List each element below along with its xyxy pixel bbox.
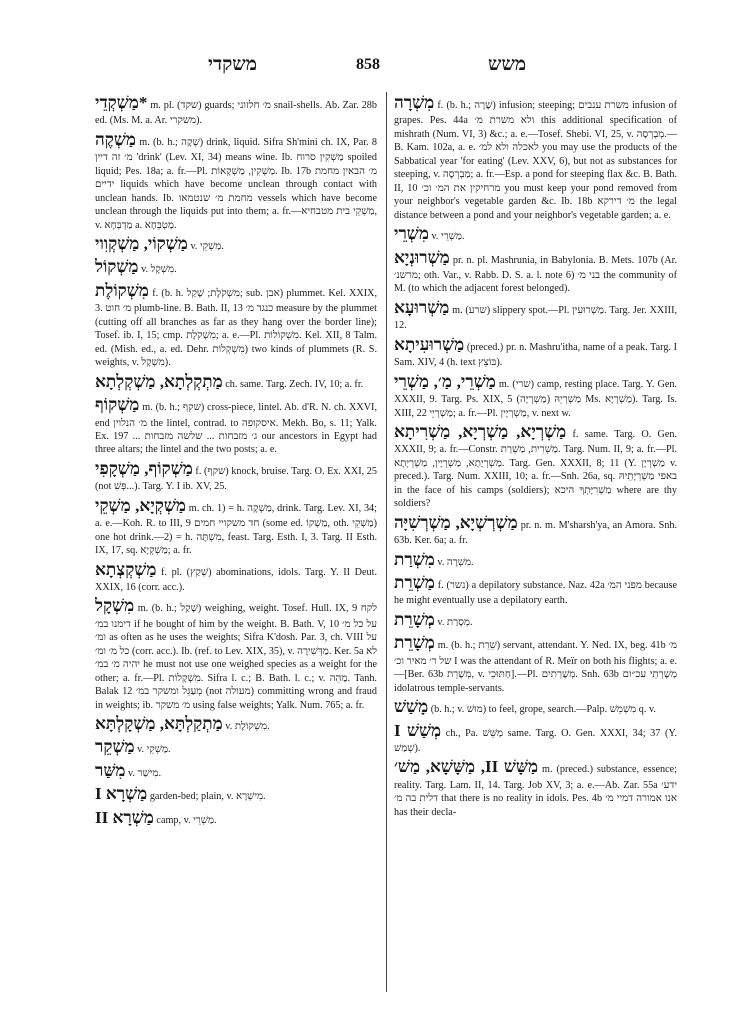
dictionary-entry: [95, 256, 377, 278]
dictionary-entry: [95, 595, 377, 712]
entry-headword: מַשְׁקֵר: [95, 737, 135, 757]
dictionary-entry: [95, 129, 377, 232]
page-number: 858: [356, 56, 380, 73]
entry-headword: מַשְׁקוֹף: [95, 395, 140, 415]
dictionary-entry: [394, 371, 677, 420]
entry-definition: f. (b. h.; שָׁרָה) infusion; steeping; משרת ענבים infusion of grapes. Pes. 44a ולא משרת מ׳ this additional specification of mishrath (Num. VI, 3) &c.; a. e.—Tosef. Shebi. VI, 25, v. מְבָרְסָה.—B. Kam. 102a, a. e. לאכלה ולא למ׳ you may use the products of the Sabbatical year 'for eating' (Lev. XXV, 6), but not as substances for steeping, v. מַבְרְסָה; a. fr.—Esp. a pond for steeping flax &c. B. Bath. II, 10 מרחיקין את המ׳ וכ׳ you must keep your pond removed from your neighbor's vegetable garden &c. Ib. 18b מ׳ דירקא the legal distance between a pond and your neighbor's vegetable garden; a. e.: [394, 100, 677, 221]
entry-headword: מַשְׁרֵי, מַ׳, מַשְׁרֵי: [394, 371, 496, 391]
entry-definition: m. (b. h.; שקף) cross-piece, lintel. Ab. d'R. N. ch. XXVI, end מ׳ הנלוין the lintel, contrad. to איסקופה. Mekh. Bo, s. 11; Yalk. Ex. 197 ... ג׳ מזבחות ... שלשה מזבחות our ancestors in Egypt had three altars; the lintel and the two posts; a. e.: [95, 402, 377, 456]
dictionary-entry: [394, 247, 677, 296]
dictionary-entry: [394, 720, 677, 756]
entry-definition: v. מִשְׁקוֹלֶת.: [225, 721, 270, 733]
entry-headword: מִשַּׁר: [95, 760, 126, 780]
entry-definition: garden-bed; plain, v. מִישְׁרָא.: [149, 791, 266, 803]
left-catchword: משקדי: [208, 54, 258, 75]
entry-headword: מַשְׁרוּעָא: [394, 297, 450, 317]
entry-definition: f. pl. (שְׁקַץ) abominations, idols. Targ. Y. II Deut. XXIX, 16 (corr. acc.).: [95, 566, 377, 593]
entry-definition: f. (b. h. מִשְׁקֹלֶת; שָׁקַל; sub. אבן) plummet. Kel. XXIX, 3. מ׳ חוט plumb-line. B. Bath. II, 13 כנגד מ׳ measure by the plummet (cutting off all branches as far as they hang over the border line); Tosef. ib. I, 15; cmp. מִשְׁקֹלֶת; a. e.—Pl. מִשְׁקוֹלוֹת. Kel. XII, 8 Talm. ed. (Mish. ed., a. ed. Dehr. מִשְׁקְלוֹת) two kinds of plummets (R. S. weights, v. מִשְׁקָל).: [95, 287, 377, 369]
entry-definition: v. מַשְׁקֵי.: [190, 241, 224, 253]
entry-headword: מַשְׁקֶה: [95, 129, 136, 149]
dictionary-entry: [95, 736, 377, 758]
dictionary-entry: [95, 807, 377, 829]
entry-definition: m. pl. (שקד) guards; מ׳ חלזוני snail-shells. Ab. Zar. 28b ed. (Ms. M. a. Ar. משקרי).: [95, 100, 377, 127]
entry-definition: m. (b. h.; שָׁקַל) weighing, weight. Tosef. Hull. IX, 9 לקח דימנו במ׳ if he bought of him by the weight. B. Bath. V, 10 על כל מ׳ ומ׳ as often as he uses the weights; Sifra K'dosh. Par. 3, ch. VIII על כל מ׳ ומ׳ (corr. acc.). Ib. (ref. to Lev. XIX, 35), v. מַדְּשִׁירָה. Ker. 5a לא יהיה מ׳ במ׳ he must not use one weighed species as a weight for the other; a. fr.—Pl. מִשְׁקָלוֹת. Sifra l. c.; B. Bath. l. c.; v. מַהֵה. Tanh. Balak 12 מְעַגֵּל ומשקר במ׳ (not מעולה) committing wrong and fraud in weights; ib. מ׳ משקר using false weights; Yalk. Num. 765; a. fr.: [95, 603, 377, 711]
entry-definition: pr. n. m. M'sharsh'ya, an Amora. Snh. 63b. Ker. 6a; a. fr.: [394, 519, 677, 547]
entry-headword: מִשְׁקָל: [95, 596, 135, 616]
entry-headword: מַשְׁקוֹל: [95, 257, 139, 277]
right-column: [394, 92, 677, 1016]
dictionary-entry: [95, 458, 377, 494]
dictionary-entry: [394, 223, 677, 245]
entry-headword: מַשְׁקְיָא, מַשְׁקֵי: [95, 495, 186, 515]
entry-definition: ch. same. Targ. Zech. IV, 10; a. fr.: [225, 378, 364, 390]
dictionary-entry: [95, 371, 377, 393]
entry-headword: מִשְׁרַת: [394, 549, 435, 569]
entry-headword: מַשְׁרוּנְיָא: [394, 247, 450, 267]
dictionary-entry: [394, 421, 677, 511]
left-column: [95, 92, 377, 1016]
entry-definition: pr. n. pl. Mashrunia, in Babylonia. B. Mets. 107b (Ar. מרשנ׳; oth. Var., v. Rabb. D. S. a. l. note 6) בני מ׳ the community of M. (to which the adjacent forest belonged).: [394, 254, 677, 295]
entry-headword: מַשְׁקְצְתָא: [95, 559, 157, 579]
entry-headword: מִשְׁרֵי: [394, 224, 429, 244]
entry-definition: v. מִשְׁקָל.: [141, 264, 177, 276]
dictionary-entry: [95, 760, 377, 782]
entry-definition: m. (preced.) substance, essence; reality. Targ. Lam. II, 14. Targ. Job XV, 3; a. e.—Ab. Zar. 55a ידע׳ דלית בה מ׳ that there is no reality in idols. Pes. 4b אנו אמורה דמיי מ׳ has their decla-: [394, 764, 677, 818]
entry-definition: ch., Pa. מַשֵּׁשׁ same. Targ. O. Gen. XXXI, 34; 37 (Y. שְׁמַשׁ).: [394, 727, 677, 754]
entry-definition: m. (b. h.; שֵׁרֵת) servant, attendant. Y. Ned. IX, beg. 41b מ׳ של ר׳ מאיר וכ׳ I was the attendant of R. Meïr on both his flights; a. e.—[Ber. 63b מְשָׁרֵת, v. חַתּוּכֵי].—Pl. מְשָׁרְתִים. Snh. 63b מְשָׁרְתֵי עכ״ום idolatrous temple-servants.: [394, 640, 677, 694]
dictionary-entry: [95, 394, 377, 457]
entry-definition: (preced.) pr. n. Mashru'itha, name of a peak. Targ. I Sam. XIV, 4 (h. text בּוֹצֵץ).: [394, 341, 677, 369]
dictionary-entry: [95, 233, 377, 255]
entry-definition: v. מִישַׁר.: [128, 767, 162, 779]
entry-headword: *מַשְׁקְדֵי: [95, 93, 148, 112]
entry-headword: מְשָׁרֵת: [394, 609, 435, 629]
dictionary-entry: [394, 549, 677, 571]
entry-headword: מַשְׁרָא I: [95, 784, 148, 804]
dictionary-entry: [95, 713, 377, 735]
entry-headword: מַשְׁרֵת: [394, 573, 435, 592]
dictionary-entry: [394, 512, 677, 548]
entry-definition: v. מַשְׁקֵי.: [137, 744, 171, 756]
dictionary-entry: [95, 280, 377, 370]
column-divider: [386, 92, 387, 992]
entry-definition: f. same. Targ. O. Gen. XXXII, 9; a. fr.—Constr. מַשְׁרִית, מַשְׁרַת. Targ. Num. II, 9; a. fr.—Pl. מַשְׁרְיָתָא, מַשְׁרְיָין, מַשְׁרְיָתָא. Targ. Gen. XXXII, 8; 11 (Y. מַשְׁרְיָן v. preced.). Targ. Num. XXIII, 10; a. fr.—Snh. 26a, sq. באפי מַשְׁרְיָתֵיהּ in the face of his camps (soldiers); מַשְׁרִיָּתְךָ היכא where are thy soldiers?: [394, 428, 677, 510]
entry-definition: f. (שקף) knock, bruise. Targ. O. Ex. XXI, 25 (not פְּשִׁ...). Targ. Y. I ib. XV, 25.: [95, 465, 377, 493]
entry-definition: camp, v. מַשְׁרֵי.: [156, 814, 217, 826]
dictionary-entry: [95, 495, 377, 558]
entry-headword: מַשְׁרָא II: [95, 807, 154, 827]
entry-definition: v. מִשְׁרָה.: [437, 556, 474, 568]
entry-definition: m. (שרע) slippery spot.—Pl. מַשְׁרוּעִין. Targ. Jer. XXIII, 12.: [394, 304, 677, 332]
dictionary-entry: [95, 783, 377, 805]
entry-headword: מַתְקְלְתָא, מַשְׁקְלְתָא: [95, 371, 223, 391]
entry-definition: (b. h.; v. מוּשׁ) to feel, grope, search.—Palp. מִשְׁמֵשׁ q. v.: [430, 704, 656, 716]
entry-definition: m. (שרי) camp, resting place. Targ. Y. Gen. XXXII, 9. Targ. Ps. XIX, 5 מַשְׁרְיֵהּ (מַשְׁרְיָה) Ms. מַשְׁרְיָא). Targ. Is. XIII, 22 מַשְׁרְיֵי; a. fr.—Pl. מַשְׁרְיָין, v. next w.: [394, 378, 677, 419]
entry-definition: m. ch. 1) = h. מַשְׁקֶה, drink. Targ. Lev. XI, 34; a. e.—Koh. R. to III, 9 חד משקויי חמים (some ed. מַשְׁקוֹ, oth. מַשְׁקֵי) one hot drink.—2) = h. מִשְׁתֶּה, feast. Targ. Esth. I, 3. Targ. II Esth. IX, 17, sq. מַשְׁקְיָא; a. fr.: [95, 502, 377, 557]
dictionary-entry: [394, 609, 677, 631]
entry-headword: מַשְׁקוֹי, מַשְׁקְוִוי: [95, 234, 188, 254]
entry-headword: מַשְׁקוֹף, מַשְׁקָפִי: [95, 458, 193, 478]
dictionary-entry: [394, 92, 677, 222]
page-header: [0, 54, 750, 84]
entry-headword: מְשָׁרֵת: [394, 633, 435, 653]
dictionary-entry: [394, 756, 677, 819]
entry-definition: v. מַשְׁרֵי.: [431, 231, 465, 243]
entry-definition: f. (נשר) a depilatory substance. Naz. 42a מפני המ׳ because he might eventually use a depilatory earth.: [394, 580, 677, 607]
dictionary-entry: [394, 572, 677, 608]
dictionary-entry: [394, 632, 677, 695]
entry-headword: מַשָּׁשׁ II, מַשָּׁשָׁא, מַשׁ׳: [394, 757, 539, 777]
entry-headword: מְשַׁשׁ I: [394, 720, 442, 740]
entry-headword: מַתְקַלְתָּא, מַשְׁקָלְתָּא: [95, 714, 223, 734]
dictionary-entry: [95, 559, 377, 595]
entry-definition: m. (b. h.; שָׁקָה) drink, liquid. Sifra Sh'mini ch. IX, Par. 8 מ׳ זה דיין 'drink' (Lev. XI, 34) means wine. Ib. מַשְׁקִין סרוח spoiled liquid; Pes. 18a; a. fr.—Pl. מַשְׁקִין, מַשְׁקָאוֹת. Ib. 17b מ׳ הבאין מחמת ידיים liquids which have become unclean through contact with unclean hands. Ib. מחמת מ׳ שנטמאו vessels which have become unclean through the liquids put into them; a. fr.—מַשְׁקֵי בית מטבחיא, v. מַדְבְּחָא a. מַטְבְּחָא.: [95, 136, 377, 231]
dictionary-entry: [394, 696, 677, 718]
entry-headword: מַשְׁרוּעִיתָא: [394, 334, 465, 354]
right-catchword: משש: [488, 54, 527, 75]
entry-headword: מִשְׁקוֹלֶת: [95, 280, 149, 300]
entry-headword: מַשְׁרְיָא, מַשְׁרְיָא, מַשְׁרִיתָא: [394, 421, 567, 441]
dictionary-entry: [394, 297, 677, 333]
entry-headword: מִשְׁרָה: [394, 93, 435, 112]
entry-definition: v. מְסָרַת.: [437, 616, 473, 628]
dictionary-entry: [95, 92, 377, 128]
entry-headword: מַשְׁרְשְׁיָא, מַשְׁרְשִׁיָּה: [394, 512, 518, 532]
entry-headword: מָשַׁשׁ: [394, 697, 429, 717]
dictionary-entry: [394, 334, 677, 370]
